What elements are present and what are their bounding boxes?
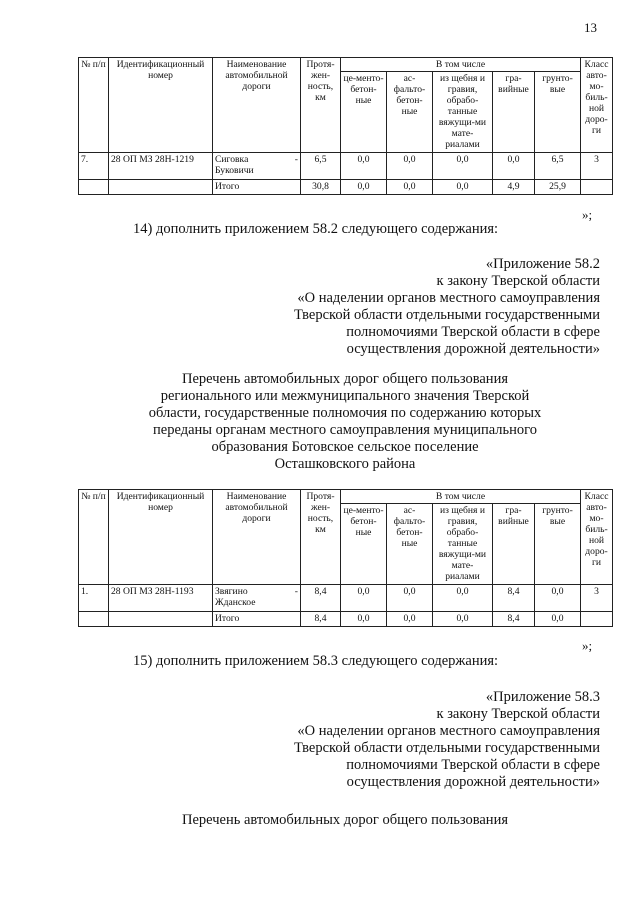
appendix-58-2-heading (294, 256, 600, 358)
heading-line: к закону Тверской области (436, 706, 600, 722)
page-number: 13 (584, 20, 597, 35)
end-mark-2: »; (582, 638, 593, 653)
total-label: Итого (213, 180, 301, 195)
cell-length: 8,4 (301, 585, 341, 612)
col-header-incl: В том числе (341, 490, 581, 504)
heading-line: осуществления дорожной деятельности» (346, 774, 600, 790)
title-line: области, государственные полномочия по содержанию которых (148, 405, 542, 421)
road-end: Жданское (215, 597, 256, 608)
col-header-dirt: грунто-вые (535, 72, 581, 153)
total-label: Итого (213, 612, 301, 627)
cell-name (213, 585, 301, 612)
road-dash: - (294, 586, 298, 597)
total-length: 8,4 (301, 612, 341, 627)
total-concrete: 0,0 (341, 612, 387, 627)
table-row (79, 585, 613, 612)
cell-id: 28 ОП МЗ 28Н-1219 (109, 153, 213, 180)
total-asphalt: 0,0 (387, 612, 433, 627)
col-header-concrete: це-менто-бетон-ные (341, 504, 387, 585)
roads-table-2 (78, 489, 613, 627)
cell-gravel: 0,0 (493, 153, 535, 180)
cell-concrete: 0,0 (341, 153, 387, 180)
cell-num: 7. (79, 153, 109, 180)
heading-line: «Приложение 58.2 (485, 256, 600, 272)
col-header-gravel-bound: из щебня и гравия, обрабо-танные вяжущи-ми мате-риалами (433, 72, 493, 153)
cell-dirt: 0,0 (535, 585, 581, 612)
cell-asphalt: 0,0 (387, 585, 433, 612)
col-header-length: Протя-жен-ность, км (301, 58, 341, 153)
heading-line: «О наделении органов местного самоуправления (297, 723, 600, 739)
table-header-row (79, 490, 613, 504)
road-end: Буковичи (215, 165, 254, 176)
total-dirt: 0,0 (535, 612, 581, 627)
col-header-dirt: грунто-вые (535, 504, 581, 585)
title-line: Осташковского района (274, 456, 416, 472)
total-length: 30,8 (301, 180, 341, 195)
col-header-class: Класс авто-мо-биль-ной доро-ги (581, 490, 613, 585)
col-header-name: Наименование автомобильной дороги (213, 490, 301, 585)
col-header-id: Идентификационный номер (109, 58, 213, 153)
road-start: Звягино (215, 586, 248, 597)
title-line: переданы органам местного самоуправления муниципального (153, 422, 537, 438)
total-gravel-bound: 0,0 (433, 180, 493, 195)
roads-table-1 (78, 57, 613, 195)
cell-name (213, 153, 301, 180)
table-total-row (79, 612, 613, 627)
col-header-num: № п/п (79, 490, 109, 585)
heading-line: осуществления дорожной деятельности» (346, 341, 600, 357)
col-header-gravel: гра-вийные (493, 72, 535, 153)
end-mark-1: »; (582, 207, 593, 222)
title-line: Перечень автомобильных дорог общего пользования (181, 371, 509, 387)
cell-length: 6,5 (301, 153, 341, 180)
heading-line: «О наделении органов местного самоуправления (297, 290, 600, 306)
col-header-asphalt: ас-фальто-бетон-ные (387, 72, 433, 153)
cell-gravel: 8,4 (493, 585, 535, 612)
total-gravel: 4,9 (493, 180, 535, 195)
cell-gravel-bound: 0,0 (433, 153, 493, 180)
cell-id: 28 ОП МЗ 28Н-1193 (109, 585, 213, 612)
col-header-name: Наименование автомобильной дороги (213, 58, 301, 153)
item-15-text: 15) дополнить приложением 58.3 следующего содержания: (133, 653, 499, 669)
total-concrete: 0,0 (341, 180, 387, 195)
road-start: Сиговка (215, 154, 249, 165)
heading-line: полномочиями Тверской области в сфере (346, 324, 600, 340)
cell-asphalt: 0,0 (387, 153, 433, 180)
col-header-id: Идентификационный номер (109, 490, 213, 585)
col-header-gravel-bound: из щебня и гравия, обрабо-танные вяжущи-ми мате-риалами (433, 504, 493, 585)
cell-class: 3 (581, 585, 613, 612)
title-line: образования Ботовское сельское поселение (211, 439, 479, 455)
cell-gravel-bound: 0,0 (433, 585, 493, 612)
last-line: Перечень автомобильных дорог общего пользования (181, 812, 509, 828)
col-header-class: Класс авто-мо-биль-ной доро-ги (581, 58, 613, 153)
title-line: регионального или межмуниципального значения Тверской (160, 388, 530, 404)
table-header-row (79, 58, 613, 72)
cell-concrete: 0,0 (341, 585, 387, 612)
total-asphalt: 0,0 (387, 180, 433, 195)
list-title (78, 371, 612, 473)
col-header-asphalt: ас-фальто-бетон-ные (387, 504, 433, 585)
table-total-row (79, 180, 613, 195)
table-row (79, 153, 613, 180)
heading-line: Тверской области отдельными государственными (294, 740, 600, 756)
cell-dirt: 6,5 (535, 153, 581, 180)
cell-class: 3 (581, 153, 613, 180)
col-header-concrete: це-менто-бетон-ные (341, 72, 387, 153)
heading-line: Тверской области отдельными государственными (294, 307, 600, 323)
heading-line: к закону Тверской области (436, 273, 600, 289)
road-dash: - (294, 154, 298, 165)
cell-num: 1. (79, 585, 109, 612)
col-header-num: № п/п (79, 58, 109, 153)
total-gravel: 8,4 (493, 612, 535, 627)
total-dirt: 25,9 (535, 180, 581, 195)
total-gravel-bound: 0,0 (433, 612, 493, 627)
heading-line: полномочиями Тверской области в сфере (346, 757, 600, 773)
col-header-length: Протя-жен-ность, км (301, 490, 341, 585)
appendix-58-3-heading (294, 689, 600, 791)
col-header-gravel: гра-вийные (493, 504, 535, 585)
col-header-incl: В том числе (341, 58, 581, 72)
heading-line: «Приложение 58.3 (485, 689, 600, 705)
item-14-text: 14) дополнить приложением 58.2 следующего содержания: (133, 221, 499, 237)
